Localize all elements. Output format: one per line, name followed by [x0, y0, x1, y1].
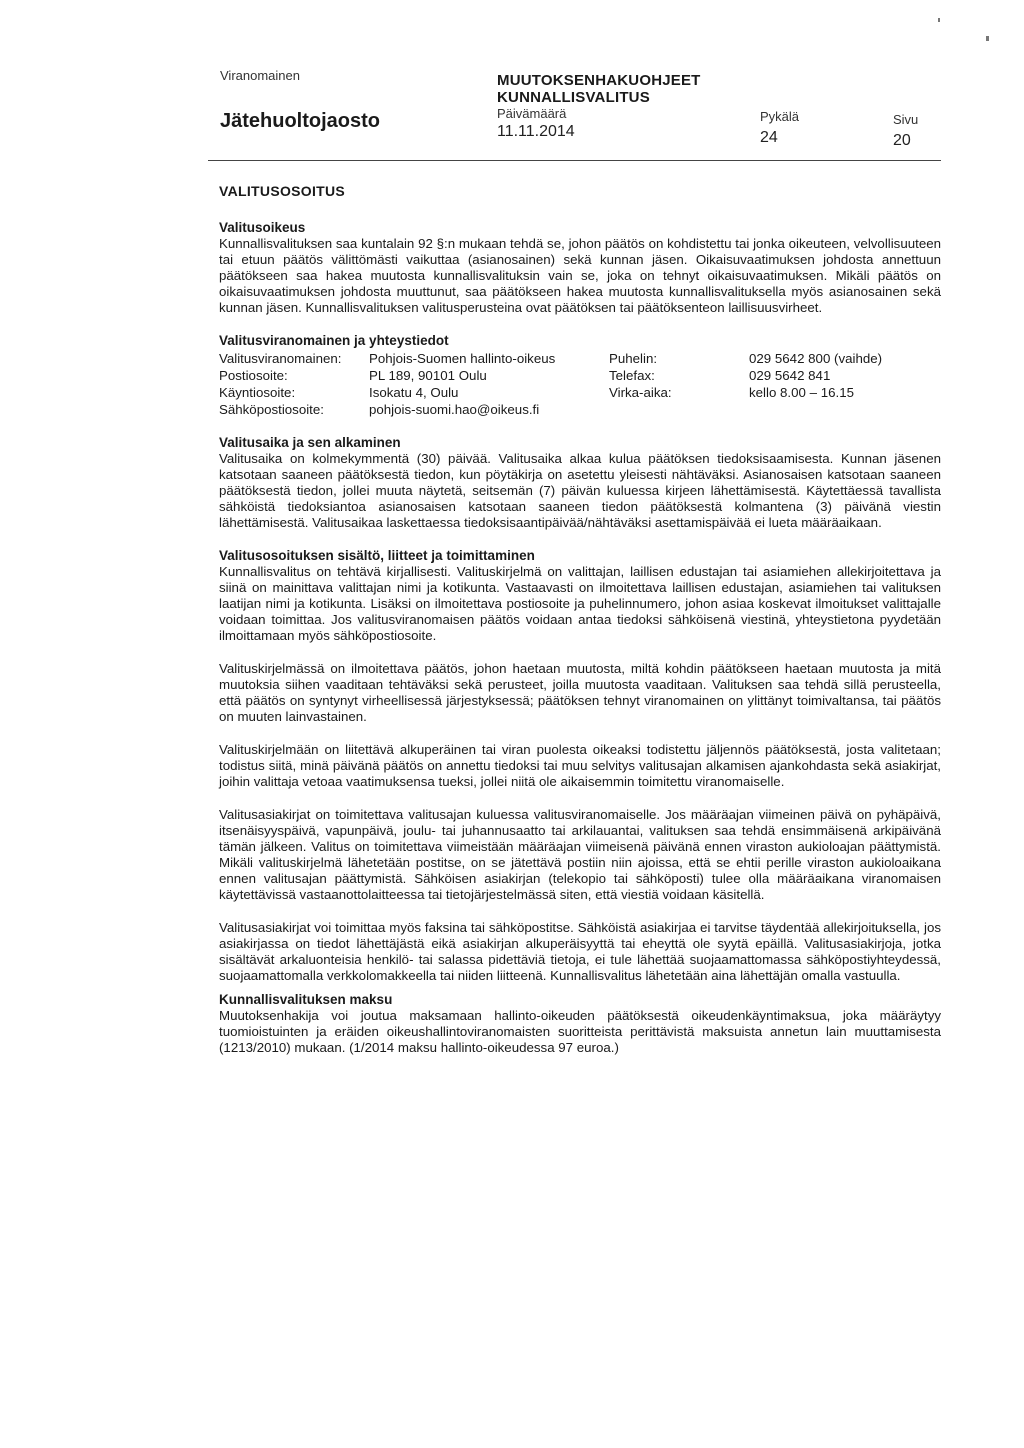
contact-label: Virka-aika: [609, 385, 672, 400]
paragraph-appeal-content: Valituskirjelmässä on ilmoitettava päätös, johon haetaan muutosta, miltä kohdin päätökseen haetaan muutosta ja mitä muutoksia siihen vaaditaan tehtäväksi sekä perusteet, joilla muutosta vaaditaan. Valituksen saa tehdä sillä perusteella, että päätös on syntynyt virheellisessä järjestyksessä; päätöksen tehnyt viranomainen on ylittänyt toimivaltansa, tai päätös on muuten lainvastainen. [219, 661, 941, 724]
contact-value: 029 5642 841 [749, 368, 831, 383]
contact-label: Sähköpostiosoite: [219, 402, 324, 417]
contact-label: Käyntiosoite: [219, 385, 296, 400]
contact-table [219, 350, 941, 418]
doc-type: MUUTOKSENHAKUOHJEET [497, 72, 701, 89]
paragraph-appeal-period: Valitusaika on kolmekymmentä (30) päivää. Valitusaika alkaa kulua päätöksen tiedoksisaamisesta. Kunnan jäsenen katsotaan saaneen päätöksestä tiedon, kun pöytäkirja on asetettu yleisesti nähtäväksi. Asianosaisen katsotaan saaneen päätöksestä tiedon, jollei muuta näytetä, seitsemän (7) päivän kuluessa kirjeen lähettämisestä. Käytettäessä tavallista sähköistä tiedoksiantoa asianosaisen katsotaan saaneen tiedon päätöksestä kolmantena (3) päivänä viestin lähettämisestä. Valitusaikaa laskettaessa tiedoksisaantipäivää/nähtäväksi asettamispäivää ei lueta määräaikaan. [219, 451, 941, 530]
paragraph-appeal-content: Valitusasiakirjat voi toimittaa myös faksina tai sähköpostitse. Sähköistä asiakirjaa ei tarvitse täydentää allekirjoituksella, jos asiakirjassa on tiedot lähettäjästä eikä asiakirjan alkuperäisyyttä tai eheyttä ole syytä epäillä. Valitusasiakirjoja, jotka sisältävät arkaluonteisia henkilö- tai salassa pidettäviä tietoja, ei tule lähettää suojaamattomassa sähköpostiyhteydessä, suojaamattomalla verkkolomakkeella tai niiden liitteenä. Kunnallisvalitus lähetetään aina lähettäjän omalla vastuulla. [219, 920, 941, 983]
paragraph-appeal-fee: Muutoksenhakija voi joutua maksamaan hallinto-oikeuden päätöksestä oikeudenkäyntimaksua, joka määräytyy tuomioistuinten ja eräiden oikeushallintoviranomaisten suoritteista perittävistä maksuista annetun lain muuttamisesta (1213/2010) mukaan. (1/2014 maksu hallinto-oikeudessa 97 euroa.) [219, 1008, 941, 1055]
scan-speck [938, 18, 940, 22]
contact-label: Puhelin: [609, 351, 658, 366]
section-heading-authority-contact: Valitusviranomainen ja yhteystiedot [219, 333, 449, 348]
section-value: 24 [760, 129, 778, 146]
date-value: 11.11.2014 [497, 123, 575, 140]
section-heading-appeal-period: Valitusaika ja sen alkaminen [219, 435, 401, 450]
paragraph-appeal-right: Kunnallisvalituksen saa kuntalain 92 §:n mukaan tehdä se, johon päätös on kohdistettu tai jonka oikeuteen, velvollisuuteen tai etuun päätös välittömästi vaikuttaa (asianosainen) sekä kunnan jäsen. Oikaisuvaatimuksen johdosta annettuun päätökseen saa hakea muutosta kunnallisvalituksin vain se, joka on tehnyt oikaisuvaatimuksen. Mikäli päätös on oikaisuvaatimuksen johdosta muuttunut, saa päätökseen hakea muutosta kunnallisvalituksella myös asianosainen sekä kunnan jäsen. Kunnallisvalituksen valitusperusteina ovat päätöksen tai päätöksenteon laillisuusvirheet. [219, 236, 941, 315]
paragraph-appeal-content: Kunnallisvalitus on tehtävä kirjallisesti. Valituskirjelmä on valittajan, laillisen edustajan tai asiamiehen allekirjoitettava ja siinä on mainittava valittajan nimi ja kotikunta. Vastaavasti on ilmoitettava laillisen edustajan, asiamiehen tai valituksen laatijan nimi ja kotikunta. Lisäksi on ilmoitettava postiosoite ja puhelinnumero, johon asiaa koskevat ilmoitukset valittajalle voidaan toimittaa. Jos valitusviranomaisen päätös voidaan antaa tiedoksi sähköisenä viestinä, yhteystietona pyydetään ilmoittamaan myös sähköpostiosoite. [219, 564, 941, 643]
contact-label: Postiosoite: [219, 368, 288, 383]
scan-speck [986, 36, 989, 41]
page-number: 20 [893, 132, 911, 149]
header-divider [208, 160, 941, 161]
paragraph-appeal-content: Valitusasiakirjat on toimitettava valitusajan kuluessa valitusviranomaiselle. Jos määräajan viimeinen päivä on pyhäpäivä, itsenäisyyspäivä, vapunpäivä, joulu- tai juhannusaatto tai arkilauantai, valituksen saa tehdä ensimmäisenä arkipäivänä tämän jälkeen. Valitus on toimitettava viimeistään määräajan viimeisenä päivänä ennen viraston aukioloajan päättymistä. Mikäli valituskirjelmä lähetetään postitse, on se jätettävä postiin niin ajoissa, että se ehtii perille viraston aukioloaikana ennen valitusajan päättymistä. Sähköisen asiakirjan (telekopio tai sähköposti) tulee olla määräaikana viranomaisen käytettävissä vastaanottolaitteessa tai tietojärjestelmässä siten, että viestiä voidaan käsitellä. [219, 807, 941, 902]
contact-value: Pohjois-Suomen hallinto-oikeus [369, 351, 556, 366]
contact-value: kello 8.00 – 16.15 [749, 385, 854, 400]
contact-label: Valitusviranomainen: [219, 351, 342, 366]
contact-label [609, 401, 749, 418]
date-label: Päivämäärä [497, 106, 567, 121]
section-heading-appeal-content: Valitusosoituksen sisältö, liitteet ja toimittaminen [219, 548, 535, 563]
section-heading-appeal-right: Valitusoikeus [219, 220, 306, 235]
authority-label: Viranomainen [220, 68, 300, 83]
contact-value: Isokatu 4, Oulu [369, 385, 459, 400]
document-title: VALITUSOSOITUS [219, 183, 346, 199]
page-label: Sivu [893, 112, 919, 127]
document-body [219, 183, 941, 1056]
contact-value: PL 189, 90101 Oulu [369, 368, 487, 383]
paragraph-appeal-content: Valituskirjelmään on liitettävä alkuperäinen tai viran puolesta oikeaksi todistettu jäljennös päätöksestä, josta valitetaan; todistus siitä, minä päivänä päätös on annettu tiedoksi tai muu selvitys valitusajan alkamisen ajankohdasta sekä asiakirjat, joihin valittaja vetoaa vaatimuksensa tueksi, jollei niitä ole aikaisemmin toimitettu viranomaiselle. [219, 742, 941, 789]
contact-email: pohjois-suomi.hao@oikeus.fi [369, 402, 540, 417]
section-heading-appeal-fee: Kunnallisvalituksen maksu [219, 992, 393, 1007]
doc-subtype: KUNNALLISVALITUS [497, 89, 650, 106]
contact-value [749, 401, 939, 418]
contact-value: 029 5642 800 (vaihde) [749, 351, 883, 366]
authority-name: Jätehuoltojaosto [220, 110, 381, 132]
section-label: Pykälä [760, 109, 800, 124]
contact-label: Telefax: [609, 368, 655, 383]
